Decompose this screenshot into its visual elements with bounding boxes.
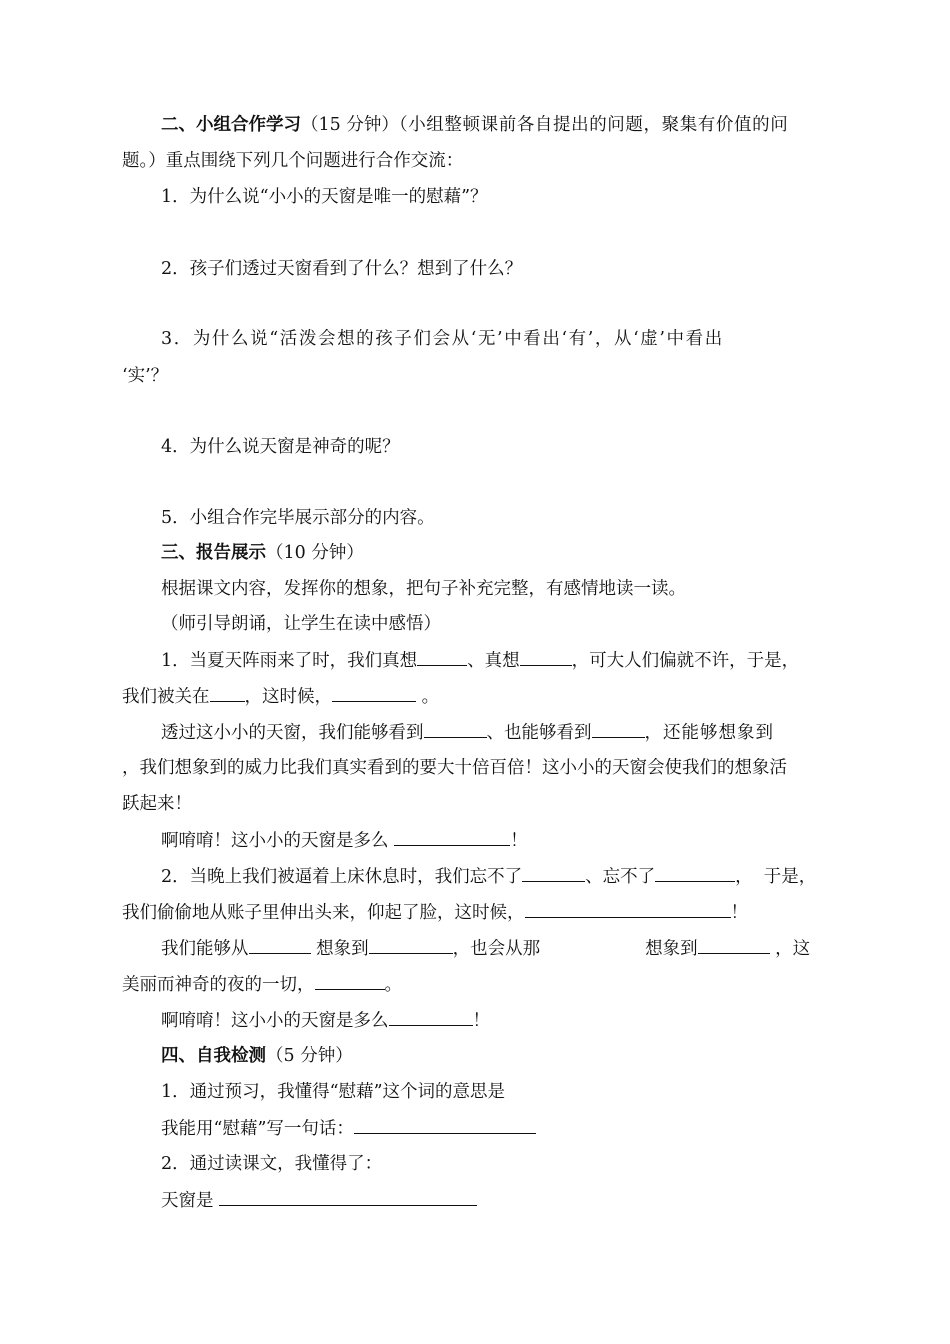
item2-text-b2: ！: [730, 903, 748, 923]
fill-blank[interactable]: [210, 684, 245, 702]
section4-duration: （5 分钟）: [266, 1046, 353, 1066]
item1-text-b1: 我们被关在: [122, 687, 210, 707]
question-3-continued: ‘实’？: [122, 366, 169, 386]
question-2: 2．孩子们透过天窗看到了什么？想到了什么？: [161, 259, 523, 279]
fill-blank[interactable]: [332, 684, 416, 702]
item2-text-a1: 2．当晚上我们被逼着上床休息时，我们忘不了: [161, 867, 523, 887]
item1-text-a3: ，可大人们偏就不许，于是，: [571, 651, 800, 671]
item2-text-c4: 想象到: [645, 939, 698, 959]
item2-line-b: [122, 900, 748, 925]
item1-line-c: [161, 720, 774, 745]
section2-duration: （15 分钟）: [301, 115, 399, 135]
item1-text-a2: 、真想: [467, 651, 520, 671]
section4-heading-line: [161, 1044, 353, 1068]
section4-q1: 1．通过预习，我懂得“慰藉”这个词的意思是: [161, 1082, 506, 1102]
fill-blank[interactable]: [424, 720, 487, 738]
item1-line-e: 跃起来！: [122, 794, 192, 814]
section3-instruction: 根据课文内容，发挥你的想象，把句子补充完整，有感情地读一读。: [161, 579, 686, 599]
fill-blank[interactable]: [417, 648, 467, 666]
item1-text-f2: ！: [510, 831, 528, 851]
section4-q1b-line: [161, 1116, 536, 1141]
fill-blank[interactable]: [592, 720, 645, 738]
item2-text-a3: ， 于是，: [735, 867, 817, 887]
fill-blank[interactable]: [698, 936, 770, 954]
question-3: 3．为什么说“活泼会想的孩子们会从‘无’中看出‘有’，从‘虚’中看出: [161, 329, 724, 349]
question-5: 5．小组合作完毕展示部分的内容。: [161, 508, 435, 528]
item2-line-c: [161, 936, 810, 961]
section4-heading: 四、自我检测: [161, 1046, 266, 1066]
section2-heading: 二、小组合作学习: [161, 115, 301, 135]
item1-text-c2: 、也能够看到: [486, 723, 592, 743]
fill-blank[interactable]: [520, 648, 572, 666]
section3-heading-line: [161, 541, 364, 565]
item2-text-b1: 我们偷偷地从账子里伸出头来，仰起了脸，这时候，: [122, 903, 525, 923]
item1-text-c3: ，还能够想象到: [644, 723, 774, 743]
item2-text-c1: 我们能够从: [161, 939, 249, 959]
fill-blank[interactable]: [369, 936, 453, 954]
item2-text-e2: ！: [472, 1011, 490, 1031]
item1-line-f: [161, 828, 528, 853]
fill-blank[interactable]: [249, 936, 311, 954]
item1-text-c1: 透过这小小的天窗，我们能够看到: [161, 723, 424, 743]
section2-intro-line2: 题。）重点围绕下列几个问题进行合作交流：: [122, 151, 464, 171]
item1-line-d: ，我们想象到的威力比我们真实看到的要大十倍百倍！这小小的天窗会使我们的想象活: [122, 758, 787, 778]
section4-q2: 2．通过读课文，我懂得了：: [161, 1154, 383, 1174]
section4-q2b: 天窗是: [161, 1191, 214, 1211]
item1-line-b: [122, 684, 439, 709]
item2-text-c2: 想象到: [316, 939, 369, 959]
item2-text-d1: 美丽而神奇的夜的一切，: [122, 975, 315, 995]
section2-heading-line: [161, 113, 788, 137]
fill-blank[interactable]: [394, 828, 510, 846]
fill-blank[interactable]: [219, 1188, 477, 1206]
item1-text-f1: 啊唷唷！这小小的天窗是多么: [161, 831, 389, 851]
item1-line-a: [161, 648, 799, 673]
fill-blank[interactable]: [315, 972, 385, 990]
item2-text-d2: 。: [384, 975, 402, 995]
section4-q2b-line: [161, 1188, 477, 1213]
section4-q1b: 我能用“慰藉”写一句话：: [161, 1119, 354, 1139]
item2-line-e: [161, 1008, 490, 1033]
item1-text-b2: ，这时候，: [244, 687, 332, 707]
section3-heading: 三、报告展示: [161, 543, 266, 563]
item1-text-b3: 。: [421, 687, 440, 707]
fill-blank[interactable]: [389, 1008, 473, 1026]
question-1: 1．为什么说“小小的天窗是唯一的慰藉”？: [161, 187, 488, 207]
item2-text-c3: ，也会从那: [452, 939, 541, 959]
item2-text-a2: 、忘不了: [585, 867, 656, 887]
question-4: 4．为什么说天窗是神奇的呢？: [161, 437, 400, 457]
section3-note: （师引导朗诵，让学生在读中感悟）: [161, 614, 441, 634]
item2-text-c5: ，这: [775, 939, 811, 959]
fill-blank[interactable]: [525, 900, 731, 918]
section2-intro-line1: （小组整顿课前各自提出的问题，聚集有价值的问: [398, 115, 789, 135]
item1-text-a1: 1．当夏天阵雨来了时，我们真想: [161, 651, 418, 671]
fill-blank[interactable]: [354, 1116, 536, 1134]
fill-blank[interactable]: [655, 864, 735, 882]
fill-blank[interactable]: [522, 864, 585, 882]
item2-text-e1: 啊唷唷！这小小的天窗是多么: [161, 1011, 389, 1031]
item2-line-d: [122, 972, 402, 997]
section3-duration: （10 分钟）: [266, 543, 364, 563]
item2-line-a: [161, 864, 816, 889]
